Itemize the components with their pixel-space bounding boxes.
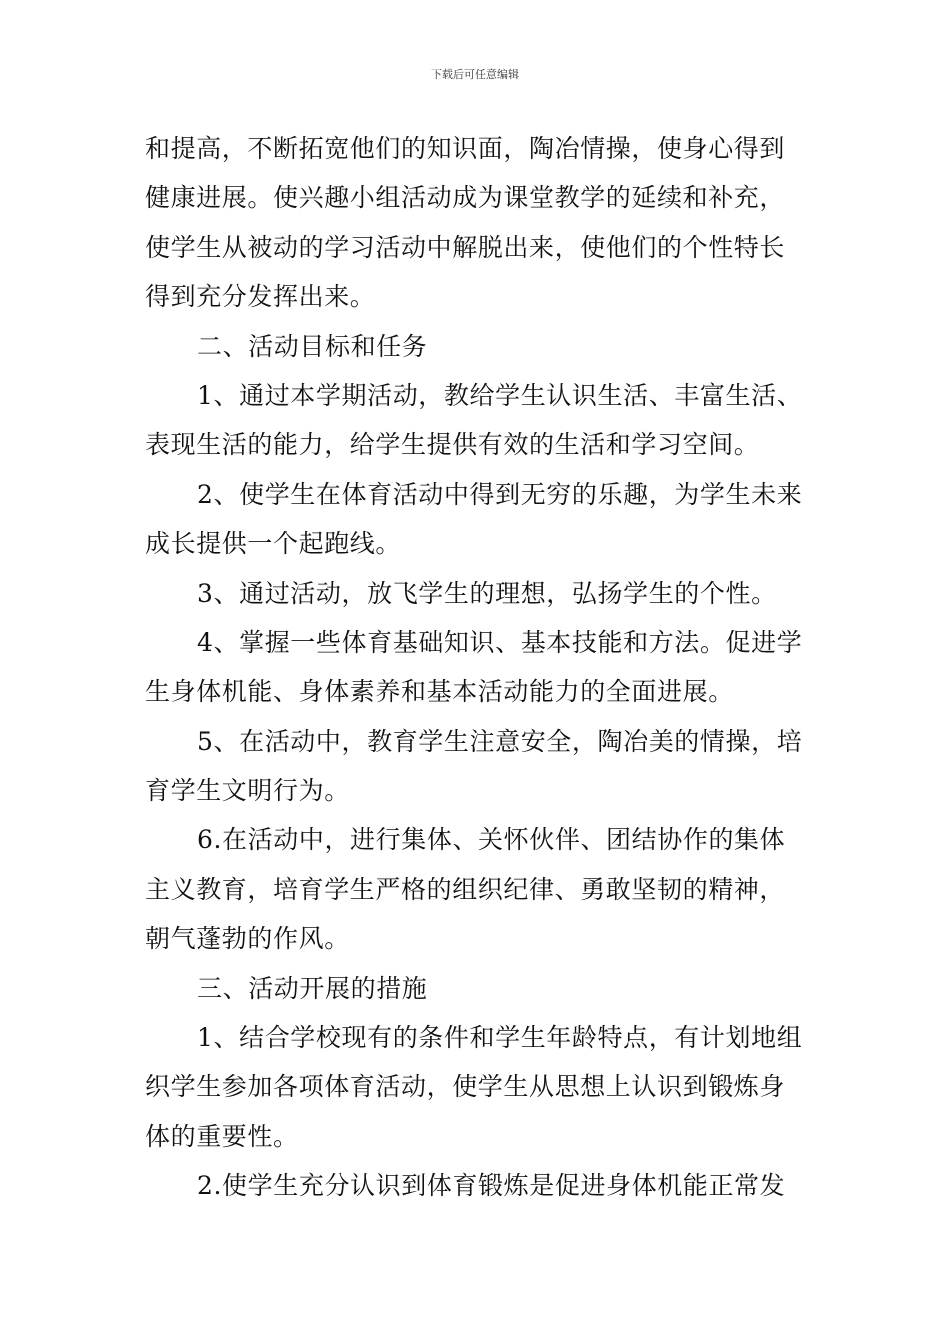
- text-line: 1、结合学校现有的条件和学生年龄特点，有计划地组: [197, 1023, 803, 1053]
- text-line: 得到充分发挥出来。: [145, 282, 376, 312]
- text-line: 主义教育，培育学生严格的组织纪律、勇敢坚韧的精神，: [145, 874, 786, 904]
- text-line: 育学生文明行为。: [145, 776, 350, 806]
- text-line: 4、掌握一些体育基础知识、基本技能和方法。促进学: [197, 627, 803, 657]
- text-line: 2.使学生充分认识到体育锻炼是促进身体机能正常发: [197, 1171, 786, 1201]
- text-line: 织学生参加各项体育活动，使学生从思想上认识到锻炼身: [145, 1072, 786, 1102]
- header-note: 下载后可任意编辑: [431, 68, 519, 81]
- text-line: 健康进展。使兴趣小组活动成为课堂教学的延续和补充，: [145, 183, 786, 213]
- text-line: 表现生活的能力，给学生提供有效的生活和学习空间。: [145, 430, 760, 460]
- text-line: 6.在活动中，进行集体、关怀伙伴、团结协作的集体: [197, 825, 786, 855]
- section-heading: 三、活动开展的措施: [197, 973, 428, 1003]
- text-line: 5、在活动中，教育学生注意安全，陶冶美的情操，培: [197, 726, 803, 756]
- section-heading: 二、活动目标和任务: [197, 331, 428, 361]
- text-line: 和提高，不断拓宽他们的知识面，陶冶情操，使身心得到: [145, 134, 786, 163]
- text-line: 朝气蓬勃的作风。: [145, 924, 350, 954]
- text-line: 2、使学生在体育活动中得到无穷的乐趣，为学生未来: [197, 479, 803, 509]
- document-body: [145, 124, 807, 1211]
- text-line: 生身体机能、身体素养和基本活动能力的全面进展。: [145, 677, 734, 707]
- text-line: 使学生从被动的学习活动中解脱出来，使他们的个性特长: [145, 232, 786, 262]
- text-line: 体的重要性。: [145, 1121, 299, 1151]
- text-line: 成长提供一个起跑线。: [145, 529, 402, 559]
- text-line: 1、通过本学期活动，教给学生认识生活、丰富生活、: [197, 380, 803, 410]
- text-line: 3、通过活动，放飞学生的理想，弘扬学生的个性。: [197, 578, 777, 608]
